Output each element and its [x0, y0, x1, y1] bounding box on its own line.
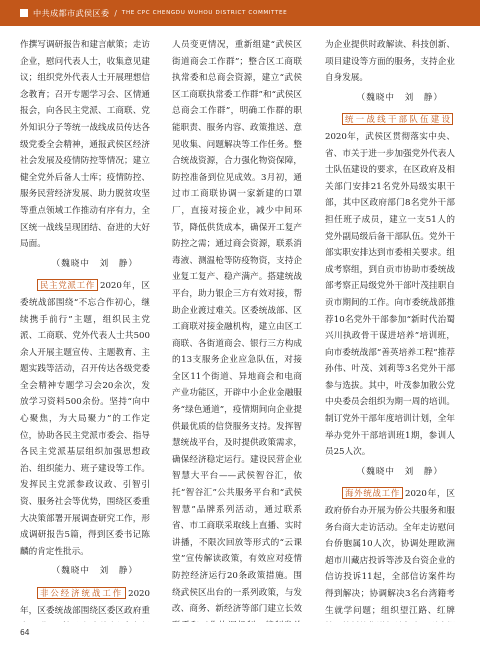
paragraph: 为企业提供时政解读、科技创新、项目建设等方面的服务，支持企业自身发展。	[325, 40, 455, 84]
header-separator: /	[114, 8, 117, 18]
header-title-en: THE CPC CHENGDU WUHOU DISTRICT COMMITTEE	[121, 10, 288, 16]
section-tag: 民主党派工作	[37, 279, 98, 291]
paragraph: 作撰写调研报告和建言献策；走访企业，慰问代表人士，收集意见建议；组织党外代表人士开展理想信念教育；召开专题学习会、区情通报会，向各民主党派、工商联、党外知识分子等统一战线成员传达各级党委全会精神，通报武侯区经济社会发展及疫情防控等情况；建立健全党外后备人士库；疫情防控、服务民营经济发展、助力脱贫攻坚等重点领域工作推动有序有力，全区统一战线呈现团结、奋进的大好局面。	[20, 40, 150, 250]
author-signature: （魏晓中 刘 静）	[356, 92, 443, 103]
section-tag: 海外统战工作	[342, 487, 403, 499]
section-text: 2020年，区委统战部围绕区委区政府重	[20, 589, 150, 616]
section-overseas	[325, 486, 455, 622]
section-tag: 统一战线干部队伍建设	[342, 113, 453, 125]
page-header	[0, 0, 480, 26]
column-2	[172, 37, 302, 622]
section-text: 2020年，区政府侨台办开展为侨公共服务和服务台商大走访活动。全年走访慰问台侨胞属10人次，协调处理欧洲超市川藏店投诉等涉及台资企业的信访投诉11起，全部信访案件均得到解决；协调解决3名台湾籍考生就学问题；组织望江路、红牌	[325, 489, 455, 616]
author-signature: （魏晓中 刘 静）	[356, 466, 443, 477]
section-democratic-parties	[20, 278, 150, 560]
section-text: 2020年，区委统战部围绕“不忘合作初心，继续携手前行”主题，组织民主党派、工商联、党外代表人士共500余人开展主题宣传、主题教育、主题实践等活动，召开传达各级党委全会精神专题学习会20余次，发放学习资料500余份。坚持“向中心聚焦，为大局聚力”的工作定位，协助各民主党派市委会、指导各民主党派基层组织加强思想政治、组织能力、班子建设等工作。发挥民主党派参政议政、引智引资、服务社会等优势，围绕区委重大决策部署开展调查研究工作，形成调研报告5篇，得到区委书记陈麟的肯定性批示。	[20, 281, 150, 557]
header-square-icon	[20, 9, 28, 17]
section-tag: 非公经济统战工作	[37, 587, 126, 599]
column-1	[20, 37, 150, 622]
section-text: 2020年，武侯区贯彻落实中央、省、市关于进一步加强党外代表人士队伍建设的要求，在区政府及相关部门安排21名党外局级实职干部，其中区政府部门8名党外干部担任班子成员，建立一支51人的党外副局级后备干部队伍。党外干部实职安排达到市委相关要求。组成考察组，到自贡市协助市委统战部考察正局级党外干部叶茂挂职自贡市期间的工作。向市委统战部推荐10名党外干部参加“新时代治蜀兴川执政骨干谋进培养”培训班，向市委统战部“善英培养工程”推荐孙伟、叶茂、刘莉等3名党外干部参与选拔。其中，叶茂参加散公党中央委员会组织为期一周的培训。制订党外干部年度培训计划，全年举办党外干部培训班1期，参训人员25人次。	[325, 131, 455, 458]
page-number: 64	[20, 628, 30, 637]
author-signature: （魏晓中 刘 静）	[51, 566, 138, 577]
section-non-public-economy	[20, 586, 150, 622]
section-cadre-building	[325, 112, 455, 460]
header-title-cn: 中共成都市武侯区委	[33, 7, 110, 18]
column-3	[325, 37, 455, 622]
author-signature: （魏晓中 刘 静）	[51, 258, 138, 269]
paragraph: 人员变更情况，重新组建“武侯区街道商会工作群”；整合区工商联执常委和总商会资源，建立“武侯区工商联执常委工作群”和“武侯区总商会工作群”，明确工作群的职能职责、服务内容、政策推送、意见收集、问题解决等工作任务。整合统战资源，合力强化物资保障，防控准备到位见成效。3月初，通过市工商联协调一家新建的口罩厂，直接对接企业，减少中间环节，降低供货成本，确保开工复产防控之需；通过商会资源，联系消毒液、测温枪等防疫物资，支持企业复工复产、稳产满产。搭建统战平台，助力银企三方有效对接，帮助企业渡过难关。区委统战部、区工商联对接金融机构，建立由区工商联、各街道商会、银行三方构成的13支服务企业应急队伍，对接全区11个街道、异地商会和电商产业功能区，开辟中小企业金融服务“绿色通道”，疫情期间向企业提供最优质的信贷服务支持。发挥智慧统战平台，及时提供政策需求，确保经济稳定运行。建设民营企业智慧大平台——武侯智谷汇，依托“智谷汇”公共服务平台和“武侯智慧”品牌系列活动，通过联系省、市工商联采取线上直播、实时讲播，不限次回放等形式的“云课堂”宣传解读政策，有效应对疫情防控经济运行20条政策措施。围绕武侯区出台的一系列政策，与发改、商务、新经济等部门建立长效	[172, 40, 302, 615]
